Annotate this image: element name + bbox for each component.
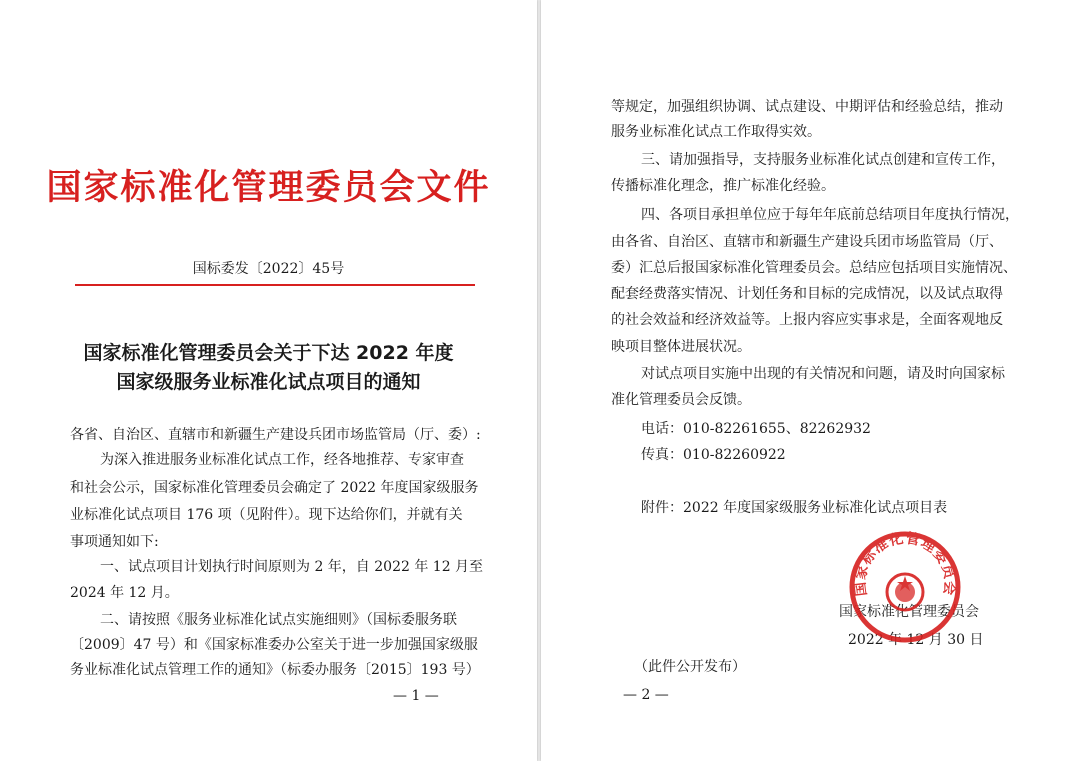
attachment-line: 附件：2022 年度国家级服务业标准化试点项目表 <box>641 500 948 516</box>
body-line: 三、请加强指导，支持服务业标准化试点创建和宣传工作， <box>641 152 1005 168</box>
notice-title-line-2: 国家级服务业标准化试点项目的通知 <box>116 371 421 393</box>
body-line: 事项通知如下: <box>70 534 159 550</box>
body-line: 对试点项目实施中出现的有关情况和问题，请及时向国家标 <box>641 366 1005 382</box>
body-line: 由各省、自治区、直辖市和新疆生产建设兵团市场监管局（厅、 <box>611 234 1003 250</box>
body-line: 2024 年 12 月。 <box>70 585 179 601</box>
page-number: — 1 — <box>393 688 439 704</box>
page-number: — 2 — <box>623 687 669 703</box>
body-line: 准化管理委员会反馈。 <box>611 392 751 408</box>
body-line: 映项目整体进展状况。 <box>611 339 751 355</box>
signature-date: 2022 年 12 月 30 日 <box>848 632 984 648</box>
contact-phone: 电话：010-82261655、82262932 <box>641 421 871 437</box>
body-line: 四、各项目承担单位应于每年年底前总结项目年度执行情况， <box>641 207 1019 223</box>
body-line: 为深入推进服务业标准化试点工作，经各地推荐、专家审查 <box>100 452 464 468</box>
document-page-1 <box>0 0 537 761</box>
document-page-2 <box>541 0 1080 761</box>
body-line: 〔2009〕47 号）和《国家标准委办公室关于进一步加强国家级服 <box>70 637 478 653</box>
body-line: 服务业标准化试点工作取得实效。 <box>611 124 821 140</box>
body-line: 传播标准化理念，推广标准化经验。 <box>611 178 835 194</box>
signature-organization: 国家标准化管理委员会 <box>839 604 979 620</box>
document-number: 国标委发〔2022〕45号 <box>192 261 345 277</box>
body-line: 等规定，加强组织协调、试点建设、中期评估和经验总结，推动 <box>611 99 1003 115</box>
public-release-note: （此件公开发布） <box>634 659 746 675</box>
body-line: 的社会效益和经济效益等。上报内容应实事求是，全面客观地反 <box>611 312 1003 328</box>
official-seal-icon <box>848 530 962 644</box>
body-line: 配套经费落实情况、计划任务和目标的完成情况，以及试点取得 <box>611 286 1003 302</box>
body-line: 一、试点项目计划执行时间原则为 2 年，自 2022 年 12 月至 <box>100 559 484 575</box>
body-line: 和社会公示，国家标准化管理委员会确定了 2022 年度国家级服务 <box>70 480 479 496</box>
body-line: 各省、自治区、直辖市和新疆生产建设兵团市场监管局（厅、委）: <box>70 427 481 443</box>
body-line: 委）汇总后报国家标准化管理委员会。总结应包括项目实施情况、 <box>611 260 1017 276</box>
body-line: 务业标准化试点管理工作的通知》（标委办服务〔2015〕193 号） <box>70 662 480 678</box>
red-divider-line <box>75 284 475 286</box>
contact-fax: 传真：010-82260922 <box>641 447 786 463</box>
svg-text:国家标准化管理委员会: 国家标准化管理委员会 <box>852 530 958 597</box>
body-line: 业标准化试点项目 176 项（见附件）。现下达给你们，并就有关 <box>70 507 463 523</box>
notice-title-line-1: 国家标准化管理委员会关于下达 2022 年度 <box>83 342 454 364</box>
body-line: 二、请按照《服务业标准化试点实施细则》（国标委服务联 <box>100 612 457 628</box>
document-header: 国家标准化管理委员会文件 <box>46 168 491 208</box>
